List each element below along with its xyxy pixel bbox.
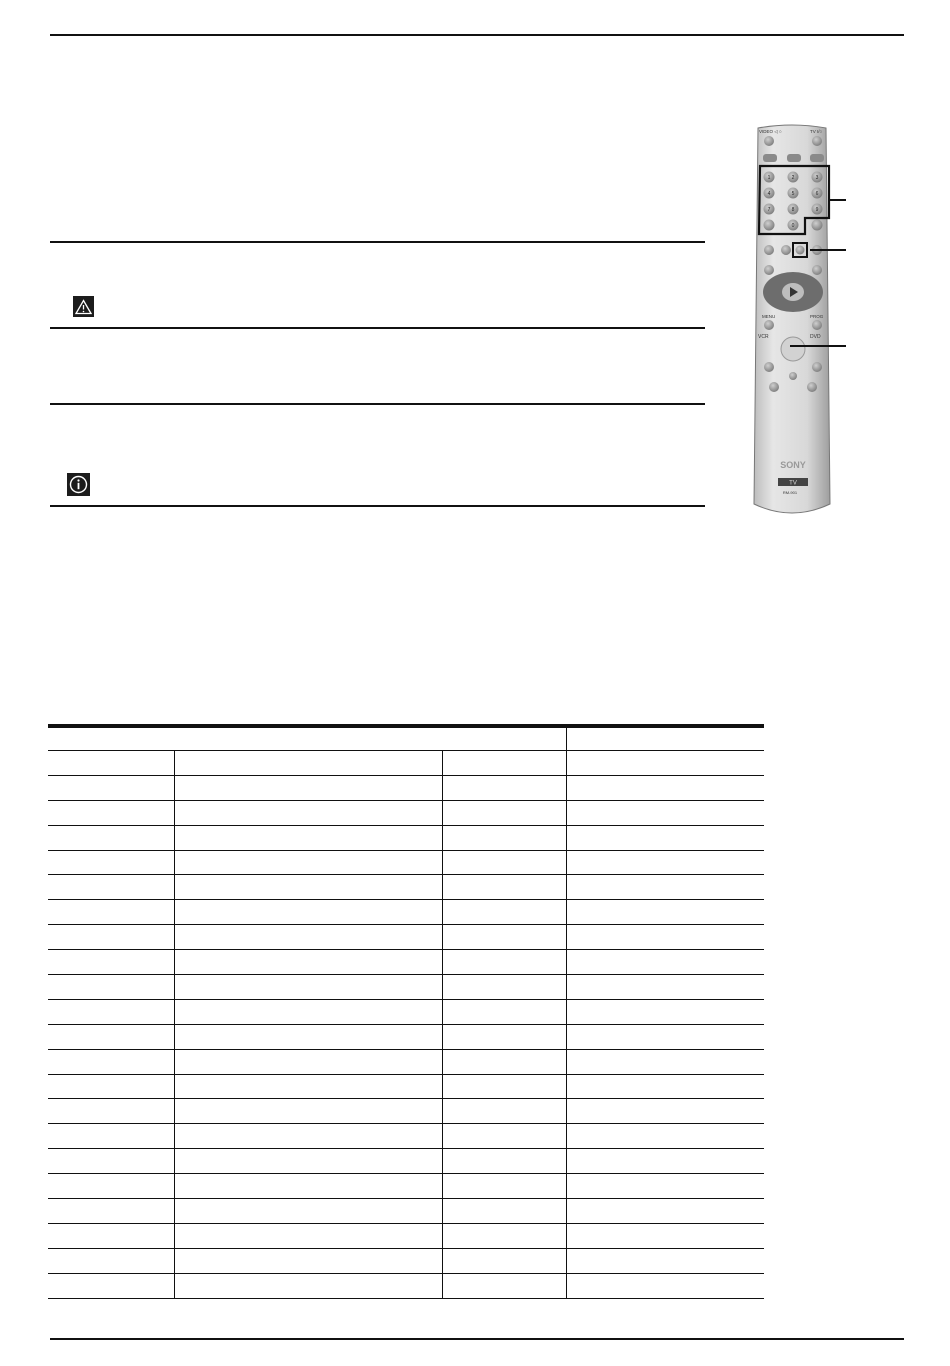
keypad-number: 9 (815, 206, 819, 213)
table-cell (567, 1124, 765, 1149)
table-row (48, 751, 764, 776)
table-cell (567, 1074, 765, 1099)
table-row (48, 775, 764, 800)
remote-label-vcr: VCR (758, 334, 769, 340)
table-cell (567, 925, 765, 950)
table-cell (443, 800, 567, 825)
table-cell (48, 1099, 175, 1124)
table-row (48, 975, 764, 1000)
table-cell (443, 1024, 567, 1049)
table-cell (443, 975, 567, 1000)
table-row (48, 875, 764, 900)
table-row (48, 1223, 764, 1248)
keypad-button (812, 220, 823, 231)
table-cell (175, 875, 443, 900)
table-cell (48, 775, 175, 800)
table-cell (567, 900, 765, 925)
table-row (48, 1149, 764, 1174)
table-cell (443, 1223, 567, 1248)
table-cell (48, 925, 175, 950)
keypad-number: 4 (767, 190, 771, 197)
table-cell (443, 1273, 567, 1298)
table-cell (443, 875, 567, 900)
callout-line-center (790, 345, 846, 347)
table-cell (175, 1149, 443, 1174)
callout-line-button (810, 249, 846, 251)
table-cell (443, 1049, 567, 1074)
table-cell (48, 1149, 175, 1174)
remote-control-image (752, 124, 832, 518)
table-cell (567, 1248, 765, 1273)
keypad-number: 2 (791, 174, 795, 181)
table-cell (567, 950, 765, 975)
table-cell (175, 1099, 443, 1124)
table-row (48, 850, 764, 875)
keypad-number: 0 (791, 222, 795, 229)
section-rule-4 (50, 505, 705, 507)
table-cell (567, 975, 765, 1000)
table-cell (48, 1124, 175, 1149)
table-cell (443, 1074, 567, 1099)
table-cell (48, 751, 175, 776)
table-cell (443, 999, 567, 1024)
table-row (48, 1199, 764, 1224)
bottom-rule (50, 1338, 904, 1340)
table-cell (443, 950, 567, 975)
table-cell (567, 999, 765, 1024)
table-header-right (567, 726, 765, 751)
table-cell (48, 1273, 175, 1298)
table-row (48, 925, 764, 950)
table-cell (443, 1149, 567, 1174)
table-cell (175, 825, 443, 850)
table-cell (175, 1074, 443, 1099)
table-row (48, 999, 764, 1024)
table-row (48, 800, 764, 825)
table-cell (567, 751, 765, 776)
table-cell (175, 1199, 443, 1224)
table-row (48, 1074, 764, 1099)
table-cell (567, 775, 765, 800)
keypad-number: 1 (767, 174, 771, 181)
table-cell (567, 1049, 765, 1074)
table-cell (48, 800, 175, 825)
keypad-number: 8 (791, 206, 795, 213)
table-cell (443, 1174, 567, 1199)
table-cell (175, 1024, 443, 1049)
table-row (48, 825, 764, 850)
table-cell (567, 800, 765, 825)
table-cell (175, 775, 443, 800)
section-rule-2 (50, 327, 705, 329)
table-cell (443, 850, 567, 875)
top-rule (50, 34, 904, 36)
table-row (48, 1124, 764, 1149)
callout-line-keypad (830, 199, 846, 201)
table-cell (175, 751, 443, 776)
table-cell (567, 1174, 765, 1199)
table-cell (48, 1223, 175, 1248)
table-cell (443, 1099, 567, 1124)
table-row (48, 1024, 764, 1049)
table-cell (175, 1223, 443, 1248)
code-table (48, 724, 764, 1299)
table-cell (48, 950, 175, 975)
table-row (48, 950, 764, 975)
table-cell (567, 1199, 765, 1224)
table-cell (443, 775, 567, 800)
table-row (48, 1049, 764, 1074)
table-cell (48, 900, 175, 925)
keypad-number: 3 (815, 174, 819, 181)
table-cell (567, 1149, 765, 1174)
table-cell (48, 1049, 175, 1074)
section-rule-3 (50, 403, 705, 405)
table-cell (567, 1099, 765, 1124)
table-cell (175, 800, 443, 825)
table-cell (48, 1248, 175, 1273)
table-header-row (48, 726, 764, 751)
remote-brand-logo: SONY (780, 460, 806, 470)
keypad-number: 5 (791, 190, 795, 197)
remote-mode-label: TV (789, 480, 797, 487)
table-cell (48, 850, 175, 875)
table-cell (48, 1199, 175, 1224)
keypad-number: 6 (815, 190, 819, 197)
table-cell (175, 1174, 443, 1199)
table-cell (443, 1248, 567, 1273)
table-cell (567, 1223, 765, 1248)
table-row (48, 1273, 764, 1298)
table-cell (443, 900, 567, 925)
table-cell (48, 1024, 175, 1049)
table-cell (48, 1074, 175, 1099)
remote-label-tv-power: TV I/○ (810, 129, 823, 134)
table-cell (443, 751, 567, 776)
table-cell (175, 1273, 443, 1298)
table-cell (175, 1248, 443, 1273)
table-cell (567, 1024, 765, 1049)
table-cell (175, 1049, 443, 1074)
warning-icon (73, 296, 94, 317)
table-row (48, 900, 764, 925)
table-cell (443, 925, 567, 950)
table-header-left (48, 726, 567, 751)
remote-label-video: VIDEO ◁ ○ (759, 129, 782, 134)
table-cell (567, 1273, 765, 1298)
remote-label-prog: PROG (810, 314, 824, 319)
table-cell (443, 1124, 567, 1149)
table-cell (175, 1124, 443, 1149)
table-cell (175, 950, 443, 975)
table-cell (175, 900, 443, 925)
table-cell (443, 825, 567, 850)
table-cell (48, 825, 175, 850)
keypad-number: 7 (767, 206, 771, 213)
table-cell (48, 1174, 175, 1199)
table-cell (567, 825, 765, 850)
table-row (48, 1099, 764, 1124)
table-row (48, 1174, 764, 1199)
table-cell (175, 975, 443, 1000)
table-cell (48, 999, 175, 1024)
table-cell (567, 875, 765, 900)
section-rule-1 (50, 241, 705, 243)
table-cell (175, 925, 443, 950)
remote-model-label: RM-901 (782, 490, 798, 495)
remote-label-menu: MENU (762, 314, 776, 319)
table-cell (48, 975, 175, 1000)
table-cell (443, 1199, 567, 1224)
table-cell (48, 875, 175, 900)
table-cell (175, 850, 443, 875)
table-cell (567, 850, 765, 875)
info-icon (67, 473, 90, 496)
table-cell (175, 999, 443, 1024)
table-row (48, 1248, 764, 1273)
keypad-button (764, 220, 775, 231)
remote-label-dvd: DVD (810, 334, 821, 340)
